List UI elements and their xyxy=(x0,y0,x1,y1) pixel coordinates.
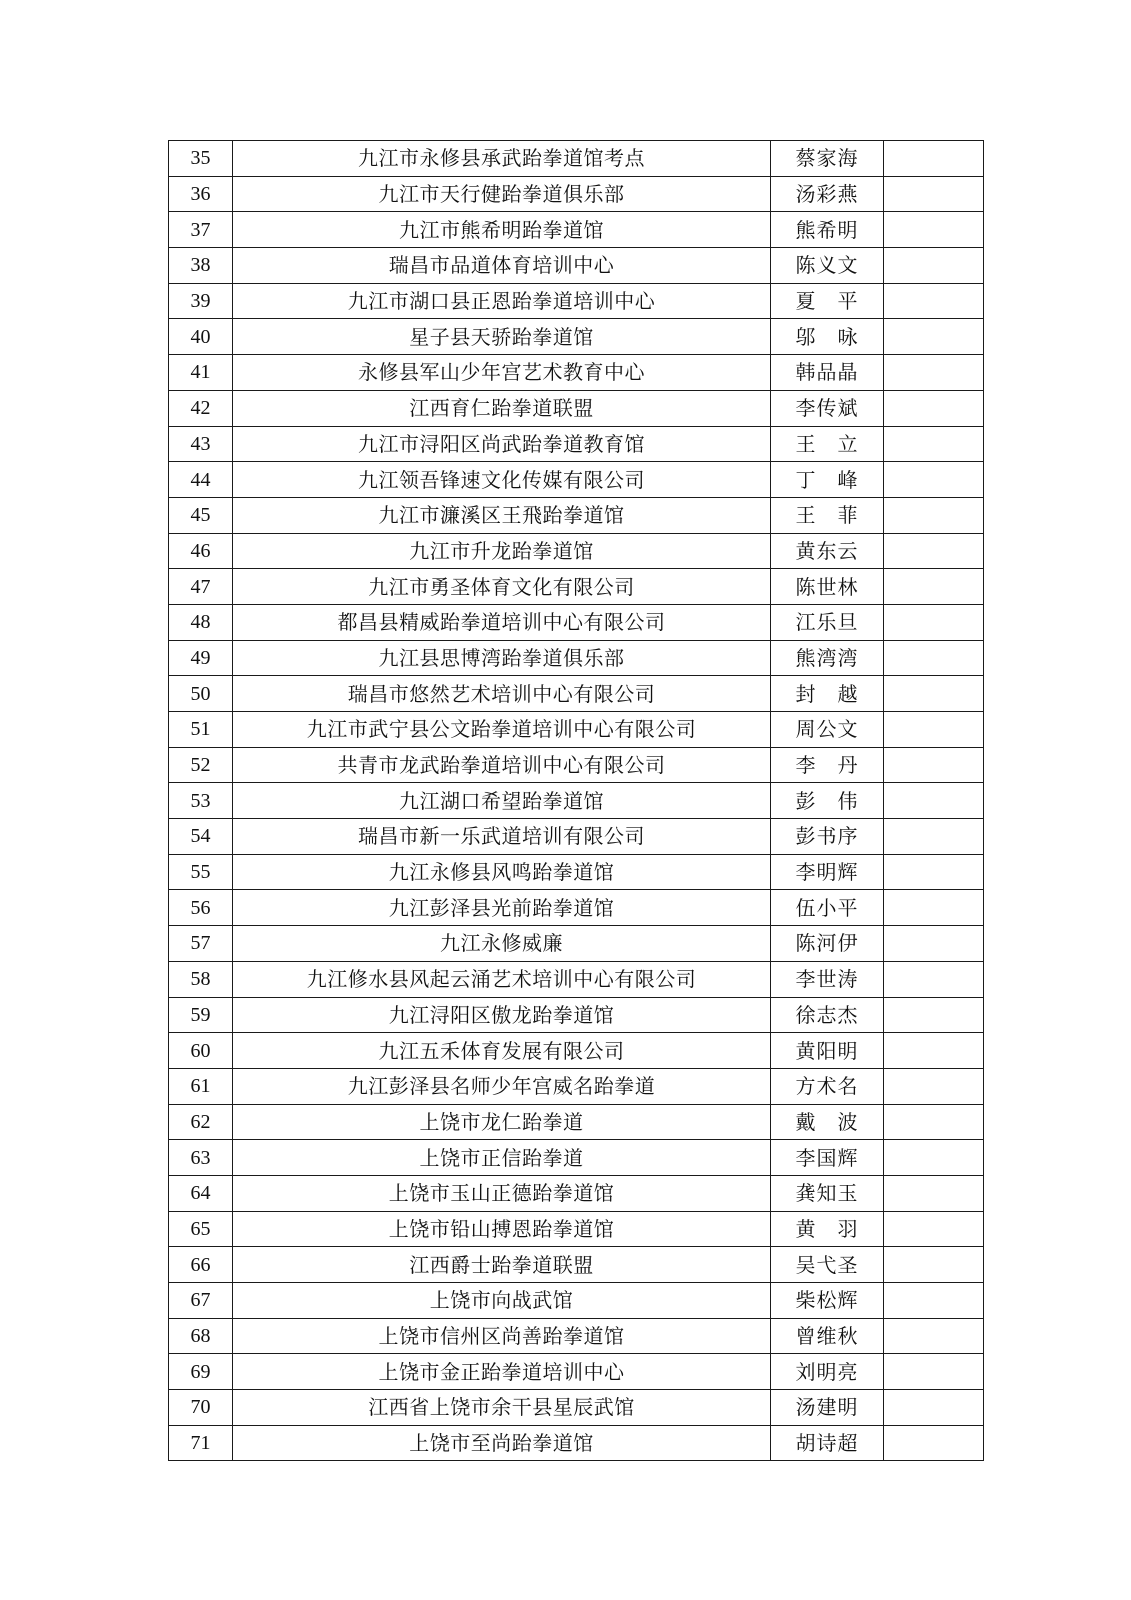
contact-name-cell: 彭 伟 xyxy=(771,783,884,819)
contact-name-cell: 周公文 xyxy=(771,712,884,748)
blank-cell xyxy=(884,961,984,997)
contact-name-cell: 熊湾湾 xyxy=(771,640,884,676)
contact-name-cell: 汤彩燕 xyxy=(771,176,884,212)
table-row xyxy=(169,1175,984,1211)
row-number-cell: 66 xyxy=(169,1247,233,1283)
blank-cell xyxy=(884,355,984,391)
contact-name-cell: 李世涛 xyxy=(771,961,884,997)
blank-cell xyxy=(884,712,984,748)
organization-cell: 九江市湖口县正恩跆拳道培训中心 xyxy=(233,283,771,319)
organization-cell: 九江市勇圣体育文化有限公司 xyxy=(233,569,771,605)
blank-cell xyxy=(884,248,984,284)
contact-name-cell: 黄东云 xyxy=(771,533,884,569)
roster-table xyxy=(168,140,984,1461)
contact-name-cell: 曾维秋 xyxy=(771,1318,884,1354)
organization-cell: 江西省上饶市余干县星辰武馆 xyxy=(233,1390,771,1426)
table-row xyxy=(169,712,984,748)
contact-name-cell: 黄 羽 xyxy=(771,1211,884,1247)
table-row xyxy=(169,533,984,569)
blank-cell xyxy=(884,783,984,819)
blank-cell xyxy=(884,390,984,426)
table-row xyxy=(169,819,984,855)
blank-cell xyxy=(884,1425,984,1461)
blank-cell xyxy=(884,212,984,248)
organization-cell: 上饶市铅山搏恩跆拳道馆 xyxy=(233,1211,771,1247)
organization-cell: 上饶市玉山正德跆拳道馆 xyxy=(233,1175,771,1211)
table-row xyxy=(169,1390,984,1426)
table-row xyxy=(169,1354,984,1390)
table-row xyxy=(169,462,984,498)
organization-cell: 瑞昌市品道体育培训中心 xyxy=(233,248,771,284)
table-row xyxy=(169,1068,984,1104)
organization-cell: 九江彭泽县光前跆拳道馆 xyxy=(233,890,771,926)
organization-cell: 上饶市金正跆拳道培训中心 xyxy=(233,1354,771,1390)
blank-cell xyxy=(884,1211,984,1247)
roster-table-body xyxy=(169,141,984,1461)
blank-cell xyxy=(884,1390,984,1426)
organization-cell: 九江县思博湾跆拳道俱乐部 xyxy=(233,640,771,676)
blank-cell xyxy=(884,497,984,533)
table-row xyxy=(169,212,984,248)
blank-cell xyxy=(884,1247,984,1283)
contact-name-cell: 李 丹 xyxy=(771,747,884,783)
organization-cell: 九江市武宁县公文跆拳道培训中心有限公司 xyxy=(233,712,771,748)
table-row xyxy=(169,997,984,1033)
contact-name-cell: 方术名 xyxy=(771,1068,884,1104)
organization-cell: 九江市升龙跆拳道馆 xyxy=(233,533,771,569)
table-row xyxy=(169,890,984,926)
table-row xyxy=(169,390,984,426)
contact-name-cell: 吴弋圣 xyxy=(771,1247,884,1283)
row-number-cell: 69 xyxy=(169,1354,233,1390)
blank-cell xyxy=(884,426,984,462)
row-number-cell: 63 xyxy=(169,1140,233,1176)
contact-name-cell: 戴 波 xyxy=(771,1104,884,1140)
row-number-cell: 47 xyxy=(169,569,233,605)
table-row xyxy=(169,426,984,462)
blank-cell xyxy=(884,1318,984,1354)
table-row xyxy=(169,1033,984,1069)
organization-cell: 江西育仁跆拳道联盟 xyxy=(233,390,771,426)
contact-name-cell: 韩品晶 xyxy=(771,355,884,391)
table-row xyxy=(169,283,984,319)
contact-name-cell: 夏 平 xyxy=(771,283,884,319)
table-row xyxy=(169,1318,984,1354)
organization-cell: 上饶市龙仁跆拳道 xyxy=(233,1104,771,1140)
contact-name-cell: 伍小平 xyxy=(771,890,884,926)
row-number-cell: 46 xyxy=(169,533,233,569)
table-row xyxy=(169,783,984,819)
blank-cell xyxy=(884,1104,984,1140)
row-number-cell: 37 xyxy=(169,212,233,248)
organization-cell: 九江永修威廉 xyxy=(233,926,771,962)
blank-cell xyxy=(884,747,984,783)
table-row xyxy=(169,141,984,177)
organization-cell: 九江市熊希明跆拳道馆 xyxy=(233,212,771,248)
blank-cell xyxy=(884,926,984,962)
blank-cell xyxy=(884,997,984,1033)
row-number-cell: 42 xyxy=(169,390,233,426)
contact-name-cell: 王 立 xyxy=(771,426,884,462)
row-number-cell: 50 xyxy=(169,676,233,712)
organization-cell: 九江彭泽县名师少年宫威名跆拳道 xyxy=(233,1068,771,1104)
table-row xyxy=(169,569,984,605)
row-number-cell: 41 xyxy=(169,355,233,391)
organization-cell: 都昌县精威跆拳道培训中心有限公司 xyxy=(233,604,771,640)
table-row xyxy=(169,1104,984,1140)
table-row xyxy=(169,926,984,962)
blank-cell xyxy=(884,319,984,355)
organization-cell: 九江领吾锋速文化传媒有限公司 xyxy=(233,462,771,498)
blank-cell xyxy=(884,854,984,890)
blank-cell xyxy=(884,1140,984,1176)
row-number-cell: 40 xyxy=(169,319,233,355)
table-row xyxy=(169,1140,984,1176)
contact-name-cell: 王 菲 xyxy=(771,497,884,533)
blank-cell xyxy=(884,604,984,640)
blank-cell xyxy=(884,533,984,569)
contact-name-cell: 徐志杰 xyxy=(771,997,884,1033)
row-number-cell: 70 xyxy=(169,1390,233,1426)
row-number-cell: 39 xyxy=(169,283,233,319)
table-row xyxy=(169,1211,984,1247)
contact-name-cell: 熊希明 xyxy=(771,212,884,248)
contact-name-cell: 黄阳明 xyxy=(771,1033,884,1069)
contact-name-cell: 刘明亮 xyxy=(771,1354,884,1390)
table-row xyxy=(169,604,984,640)
contact-name-cell: 蔡家海 xyxy=(771,141,884,177)
row-number-cell: 51 xyxy=(169,712,233,748)
contact-name-cell: 龚知玉 xyxy=(771,1175,884,1211)
contact-name-cell: 汤建明 xyxy=(771,1390,884,1426)
row-number-cell: 53 xyxy=(169,783,233,819)
table-row xyxy=(169,497,984,533)
organization-cell: 九江市浔阳区尚武跆拳道教育馆 xyxy=(233,426,771,462)
row-number-cell: 48 xyxy=(169,604,233,640)
row-number-cell: 60 xyxy=(169,1033,233,1069)
row-number-cell: 56 xyxy=(169,890,233,926)
organization-cell: 江西爵士跆拳道联盟 xyxy=(233,1247,771,1283)
organization-cell: 九江永修县风鸣跆拳道馆 xyxy=(233,854,771,890)
row-number-cell: 43 xyxy=(169,426,233,462)
table-row xyxy=(169,355,984,391)
contact-name-cell: 陈河伊 xyxy=(771,926,884,962)
contact-name-cell: 李明辉 xyxy=(771,854,884,890)
row-number-cell: 62 xyxy=(169,1104,233,1140)
blank-cell xyxy=(884,676,984,712)
blank-cell xyxy=(884,462,984,498)
organization-cell: 九江五禾体育发展有限公司 xyxy=(233,1033,771,1069)
organization-cell: 上饶市至尚跆拳道馆 xyxy=(233,1425,771,1461)
contact-name-cell: 柴松辉 xyxy=(771,1283,884,1319)
table-row xyxy=(169,319,984,355)
contact-name-cell: 彭书序 xyxy=(771,819,884,855)
contact-name-cell: 陈义文 xyxy=(771,248,884,284)
organization-cell: 九江修水县风起云涌艺术培训中心有限公司 xyxy=(233,961,771,997)
row-number-cell: 58 xyxy=(169,961,233,997)
contact-name-cell: 胡诗超 xyxy=(771,1425,884,1461)
contact-name-cell: 李国辉 xyxy=(771,1140,884,1176)
organization-cell: 星子县天骄跆拳道馆 xyxy=(233,319,771,355)
organization-cell: 九江市濂溪区王飛跆拳道馆 xyxy=(233,497,771,533)
organization-cell: 上饶市信州区尚善跆拳道馆 xyxy=(233,1318,771,1354)
row-number-cell: 68 xyxy=(169,1318,233,1354)
table-row xyxy=(169,1247,984,1283)
organization-cell: 永修县军山少年宫艺术教育中心 xyxy=(233,355,771,391)
table-row xyxy=(169,961,984,997)
row-number-cell: 57 xyxy=(169,926,233,962)
row-number-cell: 49 xyxy=(169,640,233,676)
table-row xyxy=(169,676,984,712)
row-number-cell: 61 xyxy=(169,1068,233,1104)
row-number-cell: 71 xyxy=(169,1425,233,1461)
row-number-cell: 64 xyxy=(169,1175,233,1211)
organization-cell: 共青市龙武跆拳道培训中心有限公司 xyxy=(233,747,771,783)
row-number-cell: 54 xyxy=(169,819,233,855)
table-row xyxy=(169,176,984,212)
blank-cell xyxy=(884,1354,984,1390)
row-number-cell: 35 xyxy=(169,141,233,177)
contact-name-cell: 陈世林 xyxy=(771,569,884,605)
table-row xyxy=(169,640,984,676)
contact-name-cell: 邬 咏 xyxy=(771,319,884,355)
organization-cell: 九江市永修县承武跆拳道馆考点 xyxy=(233,141,771,177)
organization-cell: 九江市天行健跆拳道俱乐部 xyxy=(233,176,771,212)
organization-cell: 瑞昌市悠然艺术培训中心有限公司 xyxy=(233,676,771,712)
row-number-cell: 38 xyxy=(169,248,233,284)
row-number-cell: 65 xyxy=(169,1211,233,1247)
table-row xyxy=(169,1283,984,1319)
row-number-cell: 55 xyxy=(169,854,233,890)
row-number-cell: 44 xyxy=(169,462,233,498)
table-row xyxy=(169,747,984,783)
blank-cell xyxy=(884,640,984,676)
blank-cell xyxy=(884,141,984,177)
blank-cell xyxy=(884,890,984,926)
blank-cell xyxy=(884,176,984,212)
organization-cell: 上饶市正信跆拳道 xyxy=(233,1140,771,1176)
organization-cell: 上饶市向战武馆 xyxy=(233,1283,771,1319)
blank-cell xyxy=(884,283,984,319)
organization-cell: 九江湖口希望跆拳道馆 xyxy=(233,783,771,819)
row-number-cell: 45 xyxy=(169,497,233,533)
organization-cell: 九江浔阳区傲龙跆拳道馆 xyxy=(233,997,771,1033)
blank-cell xyxy=(884,819,984,855)
contact-name-cell: 封 越 xyxy=(771,676,884,712)
table-row xyxy=(169,248,984,284)
blank-cell xyxy=(884,1068,984,1104)
row-number-cell: 59 xyxy=(169,997,233,1033)
organization-cell: 瑞昌市新一乐武道培训有限公司 xyxy=(233,819,771,855)
row-number-cell: 36 xyxy=(169,176,233,212)
blank-cell xyxy=(884,1175,984,1211)
contact-name-cell: 江乐旦 xyxy=(771,604,884,640)
contact-name-cell: 丁 峰 xyxy=(771,462,884,498)
row-number-cell: 67 xyxy=(169,1283,233,1319)
table-row xyxy=(169,854,984,890)
blank-cell xyxy=(884,1033,984,1069)
contact-name-cell: 李传斌 xyxy=(771,390,884,426)
row-number-cell: 52 xyxy=(169,747,233,783)
blank-cell xyxy=(884,1283,984,1319)
blank-cell xyxy=(884,569,984,605)
table-row xyxy=(169,1425,984,1461)
